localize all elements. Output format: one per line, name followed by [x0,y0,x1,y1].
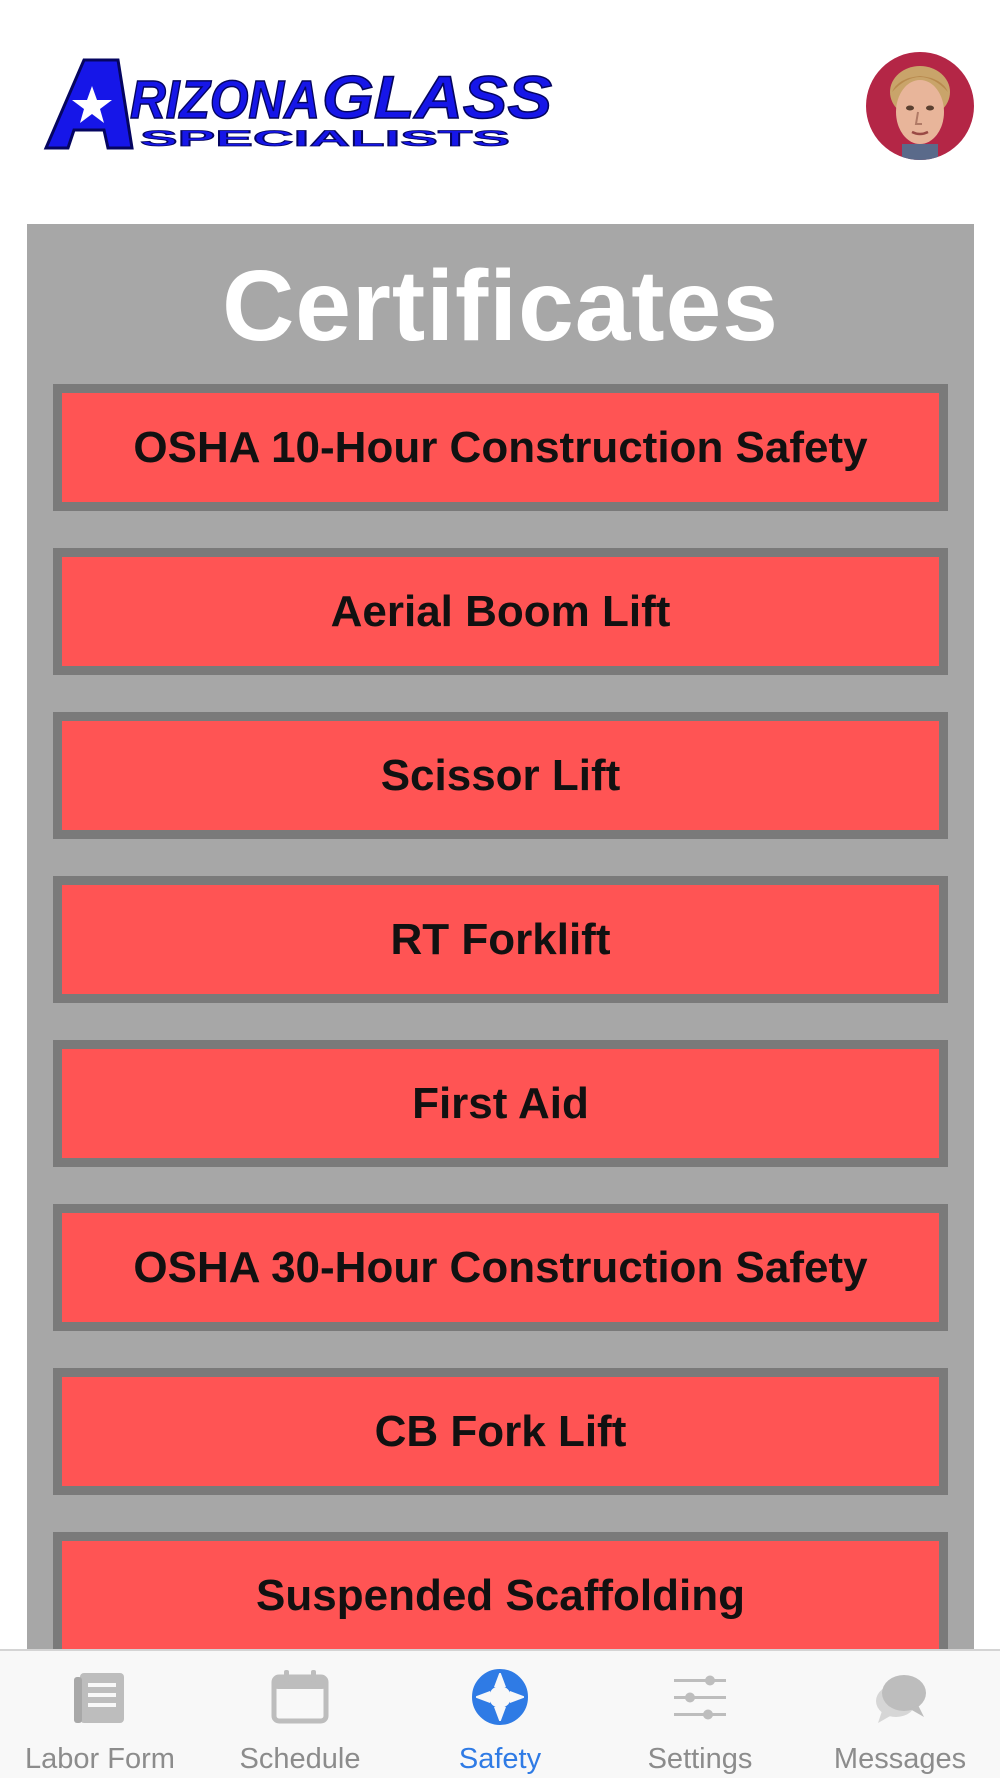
certificate-label: OSHA 30-Hour Construction Safety [133,1242,868,1292]
certificate-item-rt-forklift[interactable] [53,876,948,1003]
certificate-item-scissor-lift[interactable] [53,712,948,839]
lifebuoy-icon [468,1665,532,1729]
tab-messages[interactable] [800,1651,1000,1778]
app-header [0,0,1000,224]
certificate-label: OSHA 10-Hour Construction Safety [133,422,868,472]
tab-label: Safety [458,1743,542,1775]
certificate-list [53,384,948,1649]
avatar[interactable] [866,52,974,160]
tab-schedule[interactable] [200,1651,400,1778]
certificate-item-aerial-boom-lift[interactable] [53,548,948,675]
tab-label: Labor Form [25,1743,175,1775]
tab-safety[interactable] [400,1651,600,1778]
sliders-icon [668,1665,732,1729]
tab-label: Schedule [239,1743,361,1775]
document-icon [68,1665,132,1729]
tab-labor-form[interactable] [0,1651,200,1778]
certificate-label: Suspended Scaffolding [256,1570,745,1620]
bottom-tab-bar [0,1649,1000,1778]
svg-text:SPECIALISTS: SPECIALISTS [140,126,510,151]
page-title: Certificates [222,250,779,362]
certificate-item-suspended-scaffolding[interactable] [53,1532,948,1649]
certificate-item-osha-30[interactable] [53,1204,948,1331]
certificate-label: Aerial Boom Lift [330,586,671,636]
certificate-label: RT Forklift [390,914,611,964]
certificate-label: CB Fork Lift [374,1406,627,1456]
svg-text:RIZONA: RIZONA [130,70,320,130]
certificate-item-cb-fork-lift[interactable] [53,1368,948,1495]
tab-settings[interactable] [600,1651,800,1778]
avatar-image [866,52,974,160]
certificate-label: Scissor Lift [380,750,621,800]
calendar-icon [268,1665,332,1729]
certificate-item-osha-10[interactable] [53,384,948,511]
certificate-item-first-aid[interactable] [53,1040,948,1167]
tab-label: Settings [647,1743,753,1775]
svg-text:GLASS: GLASS [322,64,552,131]
certificates-panel [27,224,974,1649]
chat-bubbles-icon [868,1665,932,1729]
tab-label: Messages [833,1743,967,1775]
certificate-label: First Aid [412,1078,589,1128]
company-logo [40,56,560,156]
